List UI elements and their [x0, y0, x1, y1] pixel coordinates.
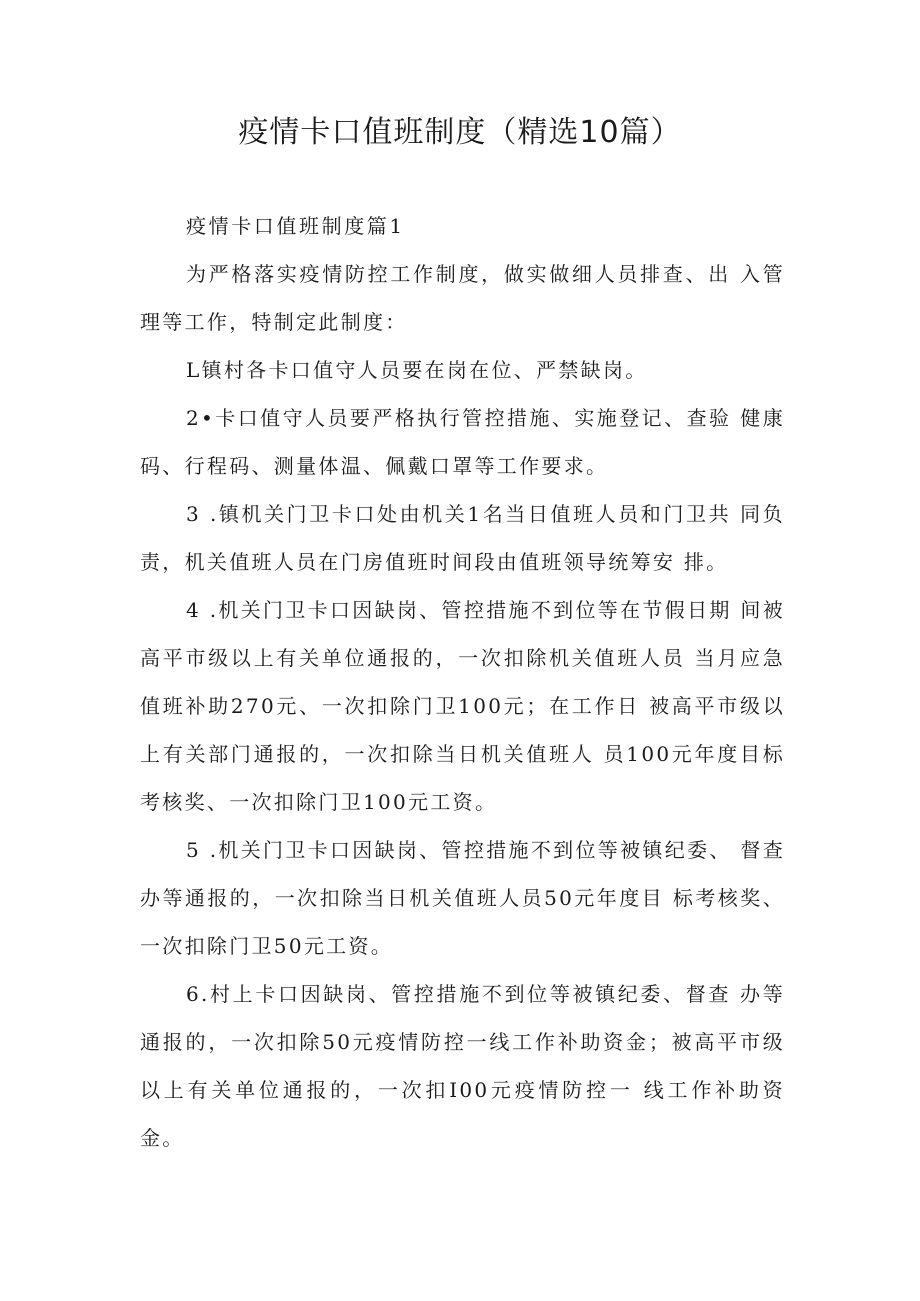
paragraph-item-6: 6.村上卡口因缺岗、管控措施不到位等被镇纪委、督查 办等通报的，一次扣除50元疫情防控一线工作补助资金；被高平市级以上有关单位通报的，一次扣I00元疫情防控一 线工作补助资金。 [140, 982, 785, 1150]
section-heading: 疫情卡口值班制度篇1 [186, 214, 405, 238]
paragraph-item-2: 2•卡口值守人员要严格执行管控措施、实施登记、查验 健康码、行程码、测量体温、佩戴口罩等工作要求。 [140, 406, 785, 478]
document-title: 疫情卡口值班制度（精选10篇） [238, 115, 682, 150]
paragraph-item-1: L镇村各卡口值守人员要在岗在位、严禁缺岗。 [186, 358, 648, 382]
paragraph-intro: 为严格落实疫情防控工作制度，做实做细人员排查、出 入管理等工作，特制定此制度： [140, 262, 785, 334]
paragraph-item-5: 5 .机关门卫卡口因缺岗、管控措施不到位等被镇纪委、 督查办等通报的，一次扣除当日机关值班人员50元年度目 标考核奖、一次扣除门卫50元工资。 [140, 838, 785, 958]
paragraph-item-4: 4 .机关门卫卡口因缺岗、管控措施不到位等在节假日期 间被高平市级以上有关单位通报的，一次扣除机关值班人员 当月应急值班补助270元、一次扣除门卫100元；在工作日 被高平市级以上有关部门通报的，一次扣除当日机关值班人 员100元年度目标考核奖、一次扣除门卫100元工资。 [140, 598, 785, 814]
paragraph-item-3: 3 .镇机关门卫卡口处由机关1名当日值班人员和门卫共 同负责，机关值班人员在门房值班时间段由值班领导统筹安 排。 [140, 502, 785, 574]
document-body [140, 202, 785, 1162]
